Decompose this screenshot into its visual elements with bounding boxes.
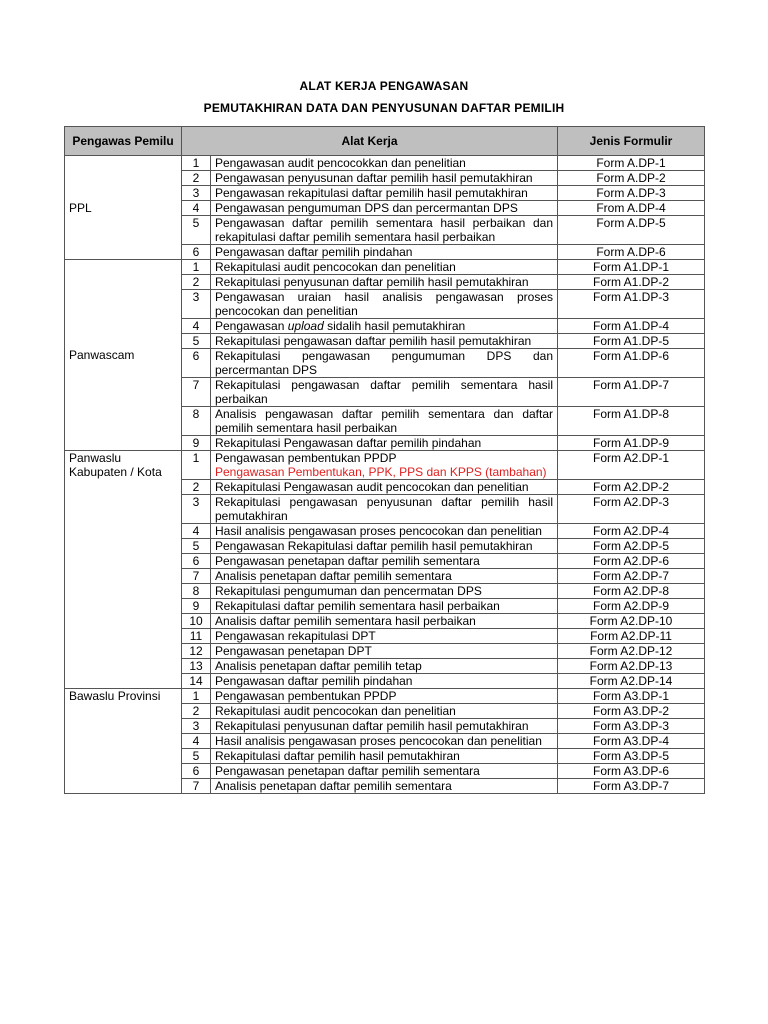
tool-text: Pengawasan penetapan daftar pemilih sementara [215, 554, 480, 568]
tool-cell [211, 290, 558, 319]
form-code: Form A2.DP-1 [558, 451, 705, 480]
row-number: 7 [182, 779, 211, 794]
table-body [65, 156, 705, 794]
tool-text: Rekapitulasi pengawasan pengumuman DPS dan percermantan DPS [215, 349, 553, 377]
tool-text: Pengawasan daftar pemilih pindahan [215, 674, 413, 688]
tool-cell [211, 495, 558, 524]
row-number: 13 [182, 659, 211, 674]
form-code: Form A3.DP-4 [558, 734, 705, 749]
tool-cell [211, 260, 558, 275]
form-code: Form A2.DP-8 [558, 584, 705, 599]
tool-cell [211, 659, 558, 674]
tool-cell [211, 171, 558, 186]
row-number: 8 [182, 584, 211, 599]
row-number: 5 [182, 216, 211, 245]
tool-text: Pengawasan pengumuman DPS dan percermantan DPS [215, 201, 518, 215]
tool-text: Rekapitulasi pengawasan daftar pemilih hasil pemutakhiran [215, 334, 532, 348]
tool-cell [211, 764, 558, 779]
tool-text: Rekapitulasi penyusunan daftar pemilih hasil pemutakhiran [215, 719, 529, 733]
tool-cell [211, 704, 558, 719]
row-number: 7 [182, 378, 211, 407]
form-code: Form A1.DP-3 [558, 290, 705, 319]
document-subtitle: PEMUTAKHIRAN DATA DAN PENYUSUNAN DAFTAR PEMILIH [203, 101, 565, 115]
row-number: 3 [182, 719, 211, 734]
form-code: Form A1.DP-9 [558, 436, 705, 451]
row-number: 4 [182, 201, 211, 216]
tool-text: Analisis daftar pemilih sementara hasil perbaikan [215, 614, 476, 628]
form-code: Form A2.DP-4 [558, 524, 705, 539]
tool-cell [211, 334, 558, 349]
row-number: 2 [182, 275, 211, 290]
form-code: Form A1.DP-6 [558, 349, 705, 378]
tool-text: Pengawasan penetapan DPT [215, 644, 372, 658]
form-code: Form A.DP-1 [558, 156, 705, 171]
tool-text: Analisis penetapan daftar pemilih sementara [215, 779, 452, 793]
form-code: Form A2.DP-7 [558, 569, 705, 584]
header-jenis-formulir: Jenis Formulir [558, 127, 705, 156]
tool-cell [211, 779, 558, 794]
row-number: 1 [182, 689, 211, 704]
row-number: 9 [182, 436, 211, 451]
form-code: From A.DP-4 [558, 201, 705, 216]
table-row [65, 689, 705, 704]
tool-text: Pengawasan penetapan daftar pemilih sementara [215, 764, 480, 778]
form-code: Form A3.DP-5 [558, 749, 705, 764]
group-name: Panwaslu Kabupaten / Kota [65, 451, 182, 689]
form-code: Form A.DP-2 [558, 171, 705, 186]
row-number: 2 [182, 480, 211, 495]
header-pengawas: Pengawas Pemilu [65, 127, 182, 156]
form-code: Form A2.DP-6 [558, 554, 705, 569]
form-code: Form A3.DP-2 [558, 704, 705, 719]
tool-text: Rekapitulasi Pengawasan audit pencocokan dan penelitian [215, 480, 529, 494]
form-code: Form A2.DP-13 [558, 659, 705, 674]
row-number: 6 [182, 349, 211, 378]
form-code: Form A1.DP-1 [558, 260, 705, 275]
row-number: 6 [182, 245, 211, 260]
row-number: 11 [182, 629, 211, 644]
row-number: 3 [182, 495, 211, 524]
row-number: 10 [182, 614, 211, 629]
table-header-row [65, 127, 705, 156]
form-code: Form A2.DP-14 [558, 674, 705, 689]
form-code: Form A1.DP-5 [558, 334, 705, 349]
tool-text: Pengawasan pembentukan PPDP [215, 451, 397, 465]
tool-text: Pengawasan daftar pemilih pindahan [215, 245, 413, 259]
tool-text: Rekapitulasi audit pencocokan dan penelitian [215, 260, 456, 274]
tool-text: Pengawasan pembentukan PPDP [215, 689, 397, 703]
document-title: ALAT KERJA PENGAWASAN [299, 79, 469, 93]
tool-text: Rekapitulasi Pengawasan daftar pemilih pindahan [215, 436, 482, 450]
tool-text: Analisis penetapan daftar pemilih sementara [215, 569, 452, 583]
form-code: Form A.DP-5 [558, 216, 705, 245]
row-number: 4 [182, 734, 211, 749]
group-name: PPL [65, 156, 182, 260]
row-number: 9 [182, 599, 211, 614]
form-code: Form A.DP-3 [558, 186, 705, 201]
row-number: 2 [182, 704, 211, 719]
tool-text: sidalih hasil pemutakhiran [323, 319, 466, 333]
form-code: Form A1.DP-8 [558, 407, 705, 436]
tool-cell [211, 749, 558, 764]
tool-text: Hasil analisis pengawasan proses pencocokan dan penelitian [215, 524, 542, 538]
row-number: 4 [182, 319, 211, 334]
tool-cell [211, 275, 558, 290]
tool-text: Hasil analisis pengawasan proses pencocokan dan penelitian [215, 734, 542, 748]
tool-cell [211, 674, 558, 689]
row-number: 7 [182, 569, 211, 584]
table-row [65, 156, 705, 171]
tool-cell [211, 734, 558, 749]
row-number: 4 [182, 524, 211, 539]
tool-text: Pengawasan uraian hasil analisis pengawasan proses pencocokan dan penelitian [215, 290, 553, 318]
table-row [65, 451, 705, 480]
tool-cell [211, 245, 558, 260]
tool-cell [211, 689, 558, 704]
form-code: Form A2.DP-3 [558, 495, 705, 524]
tool-cell [211, 378, 558, 407]
tool-cell [211, 719, 558, 734]
form-code: Form A2.DP-2 [558, 480, 705, 495]
group-name: Panwascam [65, 260, 182, 451]
form-code: Form A1.DP-2 [558, 275, 705, 290]
row-number: 3 [182, 186, 211, 201]
form-code: Form A2.DP-11 [558, 629, 705, 644]
tool-text: Analisis pengawasan daftar pemilih sementara dan daftar pemilih sementara hasil perbaikan [215, 407, 553, 435]
form-code: Form A2.DP-9 [558, 599, 705, 614]
row-number: 8 [182, 407, 211, 436]
row-number: 1 [182, 260, 211, 275]
form-code: Form A1.DP-4 [558, 319, 705, 334]
tool-cell [211, 644, 558, 659]
group-name: Bawaslu Provinsi [65, 689, 182, 794]
tool-cell [211, 201, 558, 216]
tools-table [64, 126, 705, 794]
row-number: 14 [182, 674, 211, 689]
tool-text: Pengawasan penyusunan daftar pemilih hasil pemutakhiran [215, 171, 533, 185]
tool-cell [211, 451, 558, 480]
tool-cell [211, 349, 558, 378]
tool-cell [211, 480, 558, 495]
tool-text: Rekapitulasi pengumuman dan pencermatan DPS [215, 584, 482, 598]
tool-text: Rekapitulasi penyusunan daftar pemilih hasil pemutakhiran [215, 275, 529, 289]
tool-text: Rekapitulasi pengawasan penyusunan daftar pemilih hasil pemutakhiran [215, 495, 553, 523]
form-code: Form A3.DP-7 [558, 779, 705, 794]
row-number: 5 [182, 539, 211, 554]
form-code: Form A1.DP-7 [558, 378, 705, 407]
row-number: 1 [182, 156, 211, 171]
tool-cell [211, 569, 558, 584]
tool-text: Pengawasan rekapitulasi daftar pemilih hasil pemutakhiran [215, 186, 528, 200]
tool-addition-text: Pengawasan Pembentukan, PPK, PPS dan KPPS (tambahan) [215, 465, 547, 479]
tool-cell [211, 629, 558, 644]
form-code: Form A2.DP-5 [558, 539, 705, 554]
tool-cell [211, 524, 558, 539]
tool-text: Pengawasan rekapitulasi DPT [215, 629, 376, 643]
tool-cell [211, 554, 558, 569]
tool-text: Analisis penetapan daftar pemilih tetap [215, 659, 422, 673]
tool-text: Rekapitulasi daftar pemilih sementara hasil perbaikan [215, 599, 500, 613]
row-number: 6 [182, 764, 211, 779]
tool-cell [211, 319, 558, 334]
form-code: Form A3.DP-6 [558, 764, 705, 779]
tool-cell [211, 584, 558, 599]
tool-cell [211, 156, 558, 171]
tool-cell [211, 407, 558, 436]
tool-cell [211, 186, 558, 201]
tool-text: Pengawasan daftar pemilih sementara hasil perbaikan dan rekapitulasi daftar pemilih sementara hasil perbaikan [215, 216, 553, 244]
form-code: Form A3.DP-3 [558, 719, 705, 734]
row-number: 6 [182, 554, 211, 569]
tool-cell [211, 599, 558, 614]
tool-text: upload [287, 319, 324, 333]
row-number: 3 [182, 290, 211, 319]
tool-text: Rekapitulasi daftar pemilih hasil pemutakhiran [215, 749, 460, 763]
tool-text: Rekapitulasi pengawasan daftar pemilih sementara hasil perbaikan [215, 378, 553, 406]
tool-cell [211, 614, 558, 629]
row-number: 2 [182, 171, 211, 186]
tool-cell [211, 216, 558, 245]
form-code: Form A.DP-6 [558, 245, 705, 260]
row-number: 1 [182, 451, 211, 480]
tool-cell [211, 539, 558, 554]
tool-text: Pengawasan [215, 319, 288, 333]
tool-text: Pengawasan audit pencocokkan dan penelitian [215, 156, 466, 170]
form-code: Form A2.DP-12 [558, 644, 705, 659]
table-row [65, 260, 705, 275]
header-alat-kerja: Alat Kerja [182, 127, 558, 156]
row-number: 12 [182, 644, 211, 659]
row-number: 5 [182, 749, 211, 764]
form-code: Form A2.DP-10 [558, 614, 705, 629]
form-code: Form A3.DP-1 [558, 689, 705, 704]
tool-text: Rekapitulasi audit pencocokan dan penelitian [215, 704, 456, 718]
tool-text: Pengawasan Rekapitulasi daftar pemilih hasil pemutakhiran [215, 539, 533, 553]
row-number: 5 [182, 334, 211, 349]
tool-cell [211, 436, 558, 451]
